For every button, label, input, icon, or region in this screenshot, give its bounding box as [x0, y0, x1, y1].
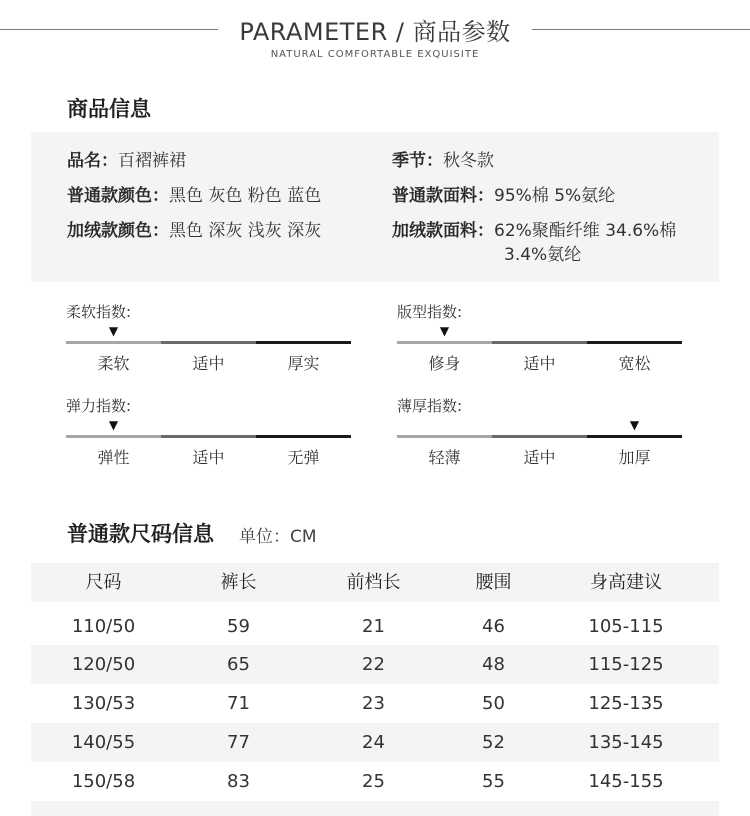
table-header-cell: 裤长 — [220, 572, 257, 593]
scale-segment — [587, 435, 682, 438]
table-cell: 150/58 — [71, 771, 136, 792]
table-cell: 140/55 — [71, 732, 136, 753]
table-cell: 115-125 — [588, 654, 664, 675]
scale-label: 柔软指数: — [66, 303, 132, 321]
table-cell: 83 — [227, 771, 250, 792]
info-value: 黑色 深灰 浅灰 深灰 — [169, 221, 322, 241]
table-cell: 24 — [362, 732, 385, 753]
product-info-title: 商品信息 — [67, 97, 151, 121]
info-value: 百褶裤裙 — [118, 151, 186, 171]
scale-segment — [397, 341, 492, 344]
info-key: 普通款面料： — [392, 186, 494, 206]
info-item-name — [67, 149, 186, 173]
table-cell: 22 — [362, 654, 385, 675]
scale-segment — [256, 435, 351, 438]
header-subtitle: NATURAL COMFORTABLE EXQUISITE — [270, 49, 480, 60]
table-row — [31, 645, 719, 684]
info-value: 黑色 灰色 粉色 蓝色 — [169, 186, 322, 206]
scale-segment — [66, 341, 161, 344]
table-header-cell: 尺码 — [85, 572, 122, 593]
info-item-regular-fabric — [392, 184, 615, 208]
info-key: 加绒款颜色： — [67, 221, 169, 241]
header-title: PARAMETER / 商品参数 — [239, 18, 511, 46]
scale-segment — [161, 341, 256, 344]
table-cell: 135-145 — [588, 732, 664, 753]
scale-option: 宽松 — [618, 354, 651, 373]
table-cell: 55 — [482, 771, 505, 792]
scale-option: 适中 — [192, 354, 225, 373]
info-item-regular-colors — [67, 184, 321, 208]
scale-segment — [256, 341, 351, 344]
scale-segment — [492, 341, 587, 344]
info-item-season — [392, 149, 494, 173]
table-cell: 21 — [362, 616, 385, 637]
table-row — [31, 684, 719, 723]
scale-option: 轻薄 — [428, 448, 461, 467]
scale-segment — [66, 435, 161, 438]
scale-option: 弹性 — [97, 448, 130, 467]
info-item-fleece-colors — [67, 219, 321, 243]
scale-label: 弹力指数: — [66, 397, 132, 415]
table-cell: 125-135 — [588, 693, 664, 714]
scale-segment — [492, 435, 587, 438]
info-value: 95%棉 5%氨纶 — [494, 186, 616, 206]
table-cell: 105-115 — [588, 616, 664, 637]
info-key: 加绒款面料： — [392, 221, 494, 241]
scale-option: 柔软 — [97, 354, 130, 373]
table-header-cell: 腰围 — [475, 572, 512, 593]
table-cell: 59 — [227, 616, 250, 637]
scale-option: 无弹 — [287, 448, 320, 467]
table-cell: 50 — [482, 693, 505, 714]
table-cell: 25 — [362, 771, 385, 792]
fit-scale — [397, 301, 682, 371]
scale-segment — [397, 435, 492, 438]
scale-label: 版型指数: — [397, 303, 463, 321]
scale-label: 薄厚指数: — [397, 397, 463, 415]
product-info-box — [31, 132, 719, 282]
softness-scale — [66, 301, 351, 371]
scale-marker-icon: ▼ — [108, 324, 119, 338]
thickness-scale — [397, 395, 682, 465]
scale-marker-icon: ▼ — [629, 418, 640, 432]
scale-option: 修身 — [428, 354, 461, 373]
table-cell: 120/50 — [71, 654, 136, 675]
table-cell: 23 — [362, 693, 385, 714]
table-row — [31, 762, 719, 801]
info-key: 品名： — [67, 151, 118, 171]
table-cell: 48 — [482, 654, 505, 675]
table-header-row — [31, 563, 719, 602]
table-row-partial — [31, 801, 719, 816]
table-cell: 52 — [482, 732, 505, 753]
info-item-fleece-fabric — [392, 219, 712, 267]
table-row — [31, 607, 719, 646]
table-cell: 46 — [482, 616, 505, 637]
table-cell: 77 — [227, 732, 250, 753]
scale-marker-icon: ▼ — [439, 324, 450, 338]
info-value-continued: 3.4%氨纶 — [504, 245, 582, 265]
info-key: 普通款颜色： — [67, 186, 169, 206]
table-header-cell: 前档长 — [346, 572, 401, 593]
scale-option: 厚实 — [287, 354, 320, 373]
size-table-unit: 单位：CM — [239, 527, 317, 547]
elasticity-scale — [66, 395, 351, 465]
info-key: 季节： — [392, 151, 443, 171]
scale-segment — [161, 435, 256, 438]
table-row — [31, 723, 719, 762]
table-cell: 145-155 — [588, 771, 664, 792]
table-header-cell: 身高建议 — [590, 572, 662, 593]
info-value: 秋冬款 — [443, 151, 494, 171]
page-header — [0, 0, 750, 70]
scale-option: 加厚 — [618, 448, 651, 467]
scale-option: 适中 — [523, 448, 556, 467]
table-cell: 65 — [227, 654, 250, 675]
scale-option: 适中 — [192, 448, 225, 467]
scale-marker-icon: ▼ — [108, 418, 119, 432]
table-cell: 110/50 — [71, 616, 136, 637]
info-value: 62%聚酯纤维 34.6%棉 — [494, 221, 677, 241]
size-table-title: 普通款尺码信息 — [67, 522, 214, 546]
scale-segment — [587, 341, 682, 344]
table-cell: 71 — [227, 693, 250, 714]
scale-option: 适中 — [523, 354, 556, 373]
table-cell: 130/53 — [71, 693, 136, 714]
